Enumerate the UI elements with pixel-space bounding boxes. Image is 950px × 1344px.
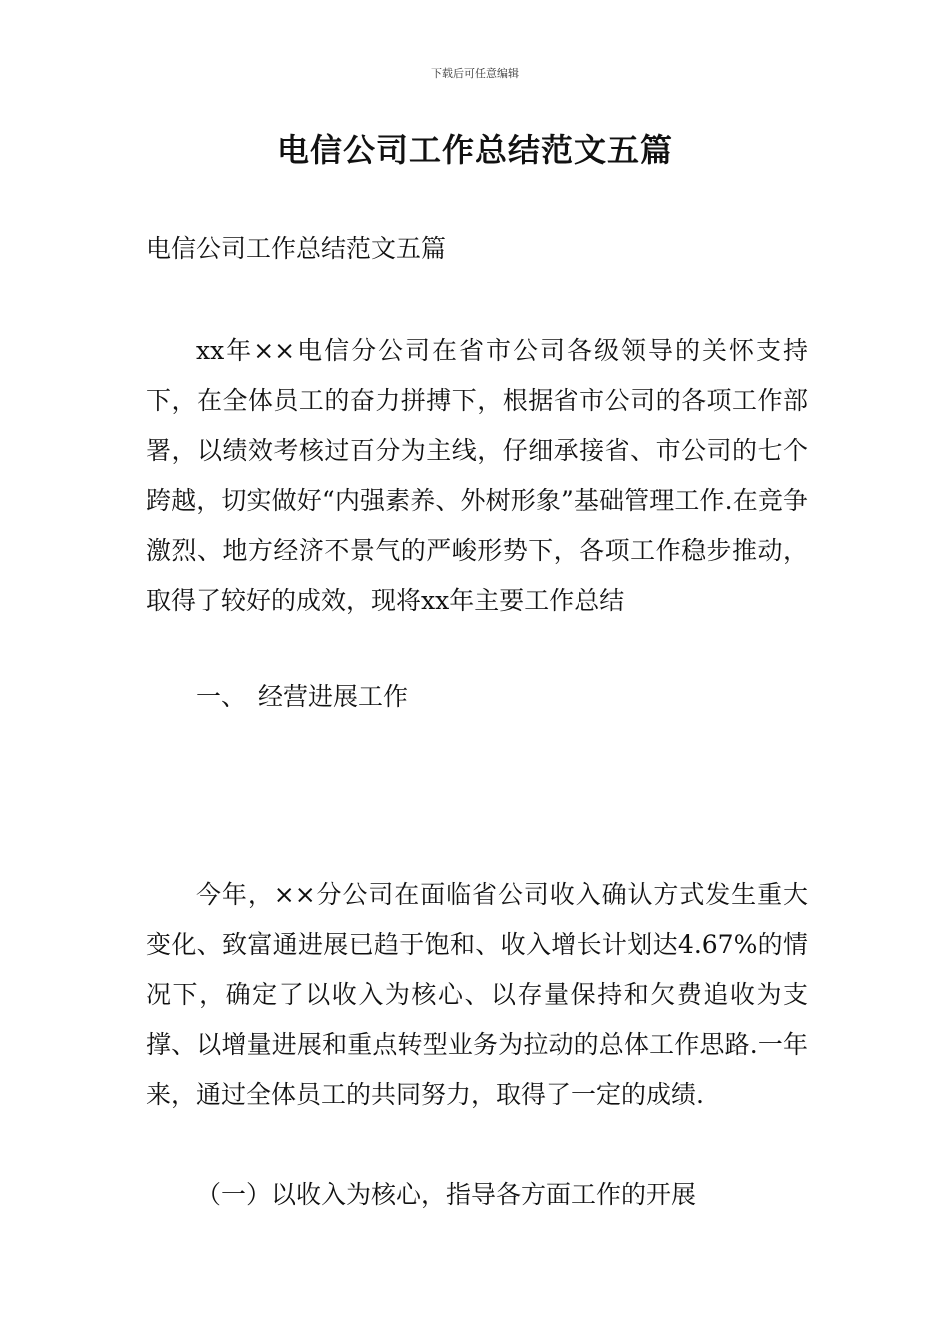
section-title: 经营进展工作: [258, 682, 409, 711]
section-heading: [146, 672, 858, 722]
document-title: 电信公司工作总结范文五篇: [276, 131, 673, 169]
section-number: 一、: [196, 682, 247, 711]
subsection-heading: （一）以收入为核心，指导各方面工作的开展: [196, 1180, 697, 1209]
section-paragraph: 今年，××分公司在面临省公司收入确认方式发生重大变化、致富通进展已趋于饱和、收入增长计划达4.67%的情况下，确定了以收入为核心、以存量保持和欠费追收为支撑、以增量进展和重点转型业务为拉动的总体工作思路.一年来，通过全体员工的共同努力，取得了一定的成绩.: [146, 880, 808, 1109]
intro-paragraph: xx年××电信分公司在省市公司各级领导的关怀支持下，在全体员工的奋力拼搏下，根据省市公司的各项工作部署，以绩效考核过百分为主线，仔细承接省、市公司的七个跨越，切实做好“内强素养、外树形象”基础管理工作.在竞争激烈、地方经济不景气的严峻形势下，各项工作稳步推动，取得了较好的成效，现将xx年主要工作总结: [146, 336, 808, 615]
document-subtitle: 电信公司工作总结范文五篇: [146, 234, 447, 263]
page-header-note: 下载后可任意编辑: [431, 67, 519, 80]
